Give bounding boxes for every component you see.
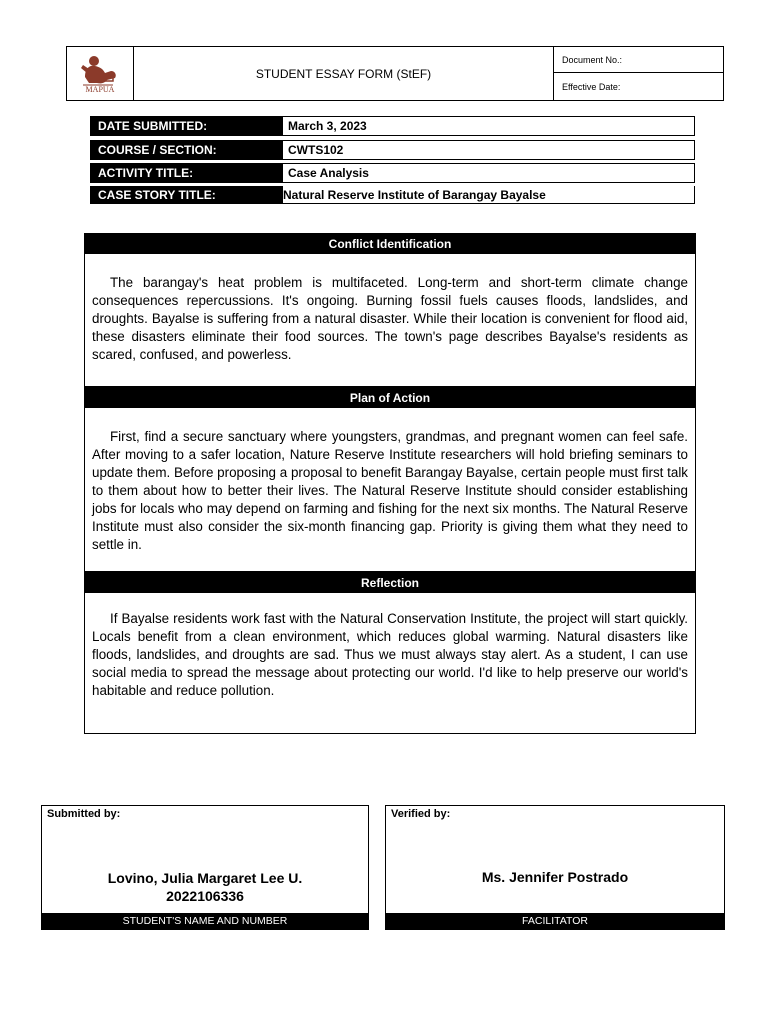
student-name: Lovino, Julia Margaret Lee U. <box>107 870 303 886</box>
activity-title-value: Case Analysis <box>283 163 695 183</box>
conflict-identification-body <box>84 254 696 387</box>
document-meta <box>554 47 723 100</box>
date-submitted-label: DATE SUBMITTED: <box>90 116 283 136</box>
case-story-title-value: Natural Reserve Institute of Barangay Bayalse <box>283 186 695 204</box>
plan-of-action-heading: Plan of Action <box>84 387 696 408</box>
document-no-label: Document No.: <box>554 47 723 73</box>
conflict-identification-heading: Conflict Identification <box>84 233 696 254</box>
logo-cell <box>67 47 134 100</box>
facilitator-name: Ms. Jennifer Postrado <box>481 869 629 885</box>
reflection-text: If Bayalse residents work fast with the Natural Conservation Institute, the project will start quickly. Locals benefit from a clean environment, which reduces global warming. Natural disasters like floods, landslides, and droughts are sad. Thus we must always stay alert. As a student, I can use social media to spread the message about protecting our world. I'd like to help preserve our world's habitable and reduce pollution. <box>92 611 688 698</box>
conflict-identification-text: The barangay's heat problem is multifaceted. Long-term and short-term climate change consequences repercussions. It's ongoing. Burning fossil fuels causes floods, landslides, and droughts. Bayalse is suffering from a natural disaster. While their location is convenient for flood aid, these disasters eliminate their food sources. The town's page describes Bayalse's residents as scared, confused, and powerless. <box>92 275 688 362</box>
student-number: 2022106336 <box>166 888 244 904</box>
date-submitted-value: March 3, 2023 <box>283 116 695 136</box>
reflection-heading: Reflection <box>84 572 696 593</box>
logo-text: MAPUA <box>85 85 115 94</box>
submitted-by-label: Submitted by: <box>47 808 121 820</box>
form-header <box>66 46 724 101</box>
course-section-value: CWTS102 <box>283 140 695 160</box>
submitted-by-box <box>41 805 369 930</box>
verified-by-box <box>385 805 725 930</box>
plan-of-action-body <box>84 408 696 572</box>
student-name-number-footer: STUDENT'S NAME AND NUMBER <box>42 913 368 929</box>
form-title: STUDENT ESSAY FORM (StEF) <box>134 47 554 100</box>
reflection-body <box>84 593 696 734</box>
effective-date-label: Effective Date: <box>562 82 621 92</box>
plan-of-action-text: First, find a secure sanctuary where youngsters, grandmas, and pregnant women can feel safe. After moving to a safer location, Nature Reserve Institute researchers will hold briefing seminars to update them. Before proposing a proposal to benefit Barangay Bayalse, certain people must first talk to them about how to better their lives. The Natural Reserve Institute should consider establishing jobs for locals who may depend on farming and fishing for the next six months. The Natural Reserve Institute must also consider the six-month financing gap. Priority is giving them what they need to settle in. <box>92 429 688 552</box>
case-story-title-label: CASE STORY TITLE: <box>90 186 283 204</box>
verified-by-label: Verified by: <box>391 808 451 820</box>
activity-title-label: ACTIVITY TITLE: <box>90 163 283 183</box>
course-section-label: COURSE / SECTION: <box>90 140 283 160</box>
facilitator-footer: FACILITATOR <box>386 913 724 929</box>
mapua-logo <box>67 47 133 100</box>
